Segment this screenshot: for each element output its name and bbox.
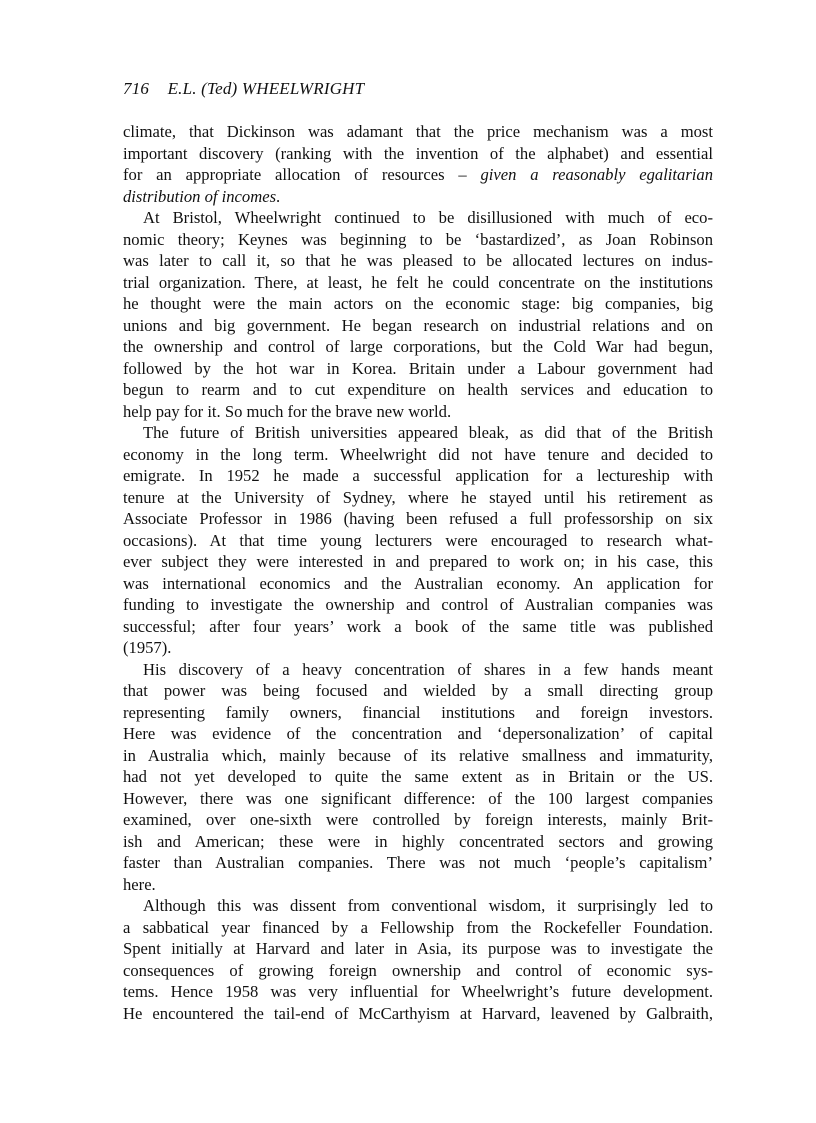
text-line: representing family owners, financial institutions and foreign investors. [123,702,713,722]
text-line: help pay for it. So much for the brave new world. [123,401,452,421]
text-line: funding to investigate the ownership and control of Australian companies was [123,595,713,614]
text-line: (1957). [123,638,172,657]
text-line: here. [123,874,156,894]
text-line: Although this was dissent from conventional wisdom, it surprisingly led to [143,896,713,915]
text-line: that power was being focused and wielded by a small directing group [123,681,713,700]
paragraph [123,121,713,207]
text-line: economy in the long term. Wheelwright did not have tenure and decided to [123,444,713,464]
paragraph [123,895,713,1024]
text-line: examined, over one-sixth were controlled by foreign interests, mainly Brit- [123,810,713,829]
text-line: successful; after four years’ work a book of the same title was published [123,616,713,636]
text-line: nomic theory; Keynes was beginning to be ‘bastardized’, as Joan Robinson [123,229,713,249]
text-line: emigrate. In 1952 he made a successful application for a lectureship with [123,466,713,485]
text-line: At Bristol, Wheelwright continued to be disillusioned with much of eco- [143,208,713,227]
text-line: He encountered the tail-end of McCarthyism at Harvard, leavened by Galbraith, [123,1003,713,1023]
text-line: Spent initially at Harvard and later in Asia, its purpose was to investigate the [123,939,713,958]
text-line [123,186,713,208]
running-title: E.L. (Ted) WHEELWRIGHT [167,79,365,98]
text-line: climate, that Dickinson was adamant that the price mechanism was a most [123,122,713,141]
text-line: faster than Australian companies. There was not much ‘people’s capitalism’ [123,853,713,872]
text-line: followed by the hot war in Korea. Britain under a Labour government had [123,358,713,378]
text-line: had not yet developed to quite the same extent as in Britain or the US. [123,767,713,786]
text-line: unions and big government. He began research on industrial relations and on [123,315,713,335]
text-line: tenure at the University of Sydney, where he stayed until his retirement as [123,487,713,507]
paragraph [123,659,713,896]
italic-text: given a reasonably egalitarian [480,165,713,184]
text-line: Associate Professor in 1986 (having been refused a full professorship on six [123,509,713,528]
text-segment: for an appropriate allocation of resources – [123,165,481,184]
text-line: consequences of growing foreign ownership and control of economic sys- [123,960,713,980]
text-line: was later to call it, so that he was pleased to be allocated lectures on indus- [123,251,713,270]
paragraph [123,422,713,659]
text-line: the ownership and control of large corporations, but the Cold War had begun, [123,337,713,356]
text-line: in Australia which, mainly because of its relative smallness and immaturity, [123,745,713,765]
text-line: ever subject they were interested in and prepared to work on; in his case, this [123,552,713,571]
text-line: ish and American; these were in highly concentrated sectors and growing [123,831,713,851]
text-line: Here was evidence of the concentration and ‘depersonalization’ of capital [123,724,713,743]
text-segment: . [276,186,281,206]
page-number: 716 [123,79,150,98]
text-line: trial organization. There, at least, he felt he could concentrate on the institutions [123,272,713,292]
text-line: occasions). At that time young lecturers were encouraged to research what- [123,530,713,550]
text-line: begun to rearm and to cut expenditure on health services and education to [123,380,713,399]
text-line: was international economics and the Australian economy. An application for [123,573,713,593]
text-line: The future of British universities appeared bleak, as did that of the British [143,423,713,442]
italic-text: distribution of incomes [123,186,277,206]
text-line: His discovery of a heavy concentration of shares in a few hands meant [143,659,713,679]
text-line: important discovery (ranking with the invention of the alphabet) and essential [123,143,713,163]
running-header [123,79,364,99]
text-line [123,164,713,186]
text-line: tems. Hence 1958 was very influential for Wheelwright’s future development. [123,982,713,1001]
text-line: However, there was one significant difference: of the 100 largest companies [123,788,713,808]
text-line: a sabbatical year financed by a Fellowship from the Rockefeller Foundation. [123,917,713,937]
body-text [123,121,713,1024]
paragraph [123,207,713,422]
text-line: he thought were the main actors on the economic stage: big companies, big [123,294,713,313]
